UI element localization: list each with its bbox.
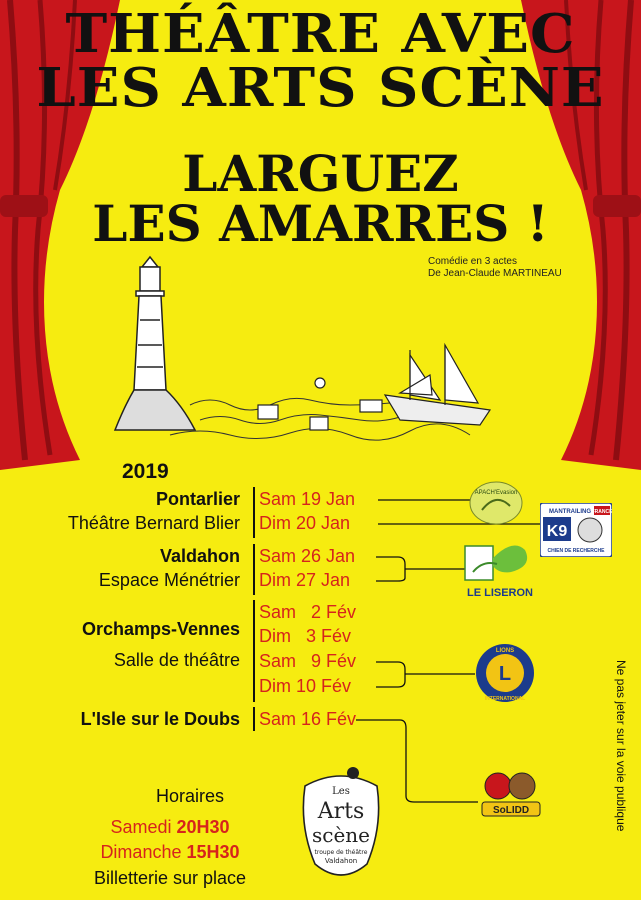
ticket-office: Billetterie sur place: [93, 868, 247, 888]
date-orchamps-4: Dim 10 Fév: [259, 676, 352, 696]
solidd-logo: [478, 768, 544, 820]
city-isle-sur-le-doubs: L'Isle sur le Doubs: [80, 709, 240, 729]
year: 2019: [122, 460, 169, 483]
city-pontarlier: Pontarlier: [155, 489, 240, 509]
svg-text:scène: scène: [311, 823, 371, 847]
apach-evasion-logo: [468, 480, 524, 526]
date-pontarlier-2: Dim 20 Jan: [259, 513, 351, 533]
svg-text:troupe de théâtre: troupe de théâtre: [314, 849, 368, 856]
troupe-title-line1: THÉÂTRE AVEC: [65, 2, 576, 66]
sunday-time: 15H30: [186, 842, 240, 862]
play-title-line1: LARGUEZ: [182, 144, 459, 203]
sunday-time-line: [50, 842, 290, 863]
svg-text:Les: Les: [332, 786, 350, 797]
date-orchamps-3: Sam 9 Fév: [259, 651, 357, 671]
lions-letter: L: [498, 663, 512, 685]
schedule-heading: Horaires: [155, 786, 225, 806]
solidd-text: SoLIDD: [492, 805, 530, 816]
saturday-time: 20H30: [176, 817, 230, 837]
city-orchamps-vennes: Orchamps-Vennes: [81, 619, 240, 639]
date-orchamps-1: Sam 2 Fév: [259, 602, 357, 622]
le-liseron-logo: [463, 538, 537, 600]
side-note: Ne pas jeter sur la voie publique: [614, 660, 628, 832]
hall-pontarlier: Théâtre Bernard Blier: [67, 513, 240, 533]
lions-international-logo: [474, 643, 536, 703]
date-pontarlier-1: Sam 19 Jan: [259, 489, 356, 509]
svg-text:Valdahon: Valdahon: [324, 857, 358, 865]
saturday-label: Samedi: [110, 817, 172, 837]
apach-evasion-text: APACH'Evasion: [474, 490, 518, 496]
svg-text:INTERNATIONAL: INTERNATIONAL: [484, 696, 526, 702]
dog-head-icon: [578, 518, 602, 542]
k9-text: K9: [546, 523, 568, 540]
character-icon: [485, 773, 511, 799]
hall-valdahon: Espace Ménétrier: [98, 570, 240, 590]
k9-mantrailing-logo: [540, 503, 612, 557]
troupe-title-line2: LES ARTS SCÈNE: [36, 56, 605, 120]
date-valdahon-2: Dim 27 Jan: [259, 570, 351, 590]
saturday-time-line: [70, 817, 270, 838]
play-title-line2: LES AMARRES !: [92, 194, 549, 253]
date-valdahon-1: Sam 26 Jan: [259, 546, 356, 566]
city-valdahon: Valdahon: [159, 546, 240, 566]
svg-text:MANTRAILING: MANTRAILING: [549, 509, 591, 515]
date-isle-1: Sam 16 Fév: [259, 709, 357, 729]
svg-text:LIONS: LIONS: [495, 648, 515, 654]
svg-text:CHIEN DE RECHERCHE: CHIEN DE RECHERCHE: [547, 548, 605, 554]
svg-text:Arts: Arts: [317, 799, 365, 824]
character-icon: [509, 773, 535, 799]
sunday-label: Dimanche: [100, 842, 182, 862]
arts-scene-logo: [297, 766, 385, 884]
play-author: De Jean-Claude MARTINEAU: [428, 268, 562, 279]
svg-text:FRANCE: FRANCE: [591, 509, 612, 515]
hall-orchamps-vennes: Salle de théâtre: [113, 650, 240, 670]
le-liseron-text: LE LISERON: [466, 587, 534, 599]
play-genre: Comédie en 3 actes: [428, 256, 517, 267]
date-orchamps-2: Dim 3 Fév: [259, 626, 352, 646]
